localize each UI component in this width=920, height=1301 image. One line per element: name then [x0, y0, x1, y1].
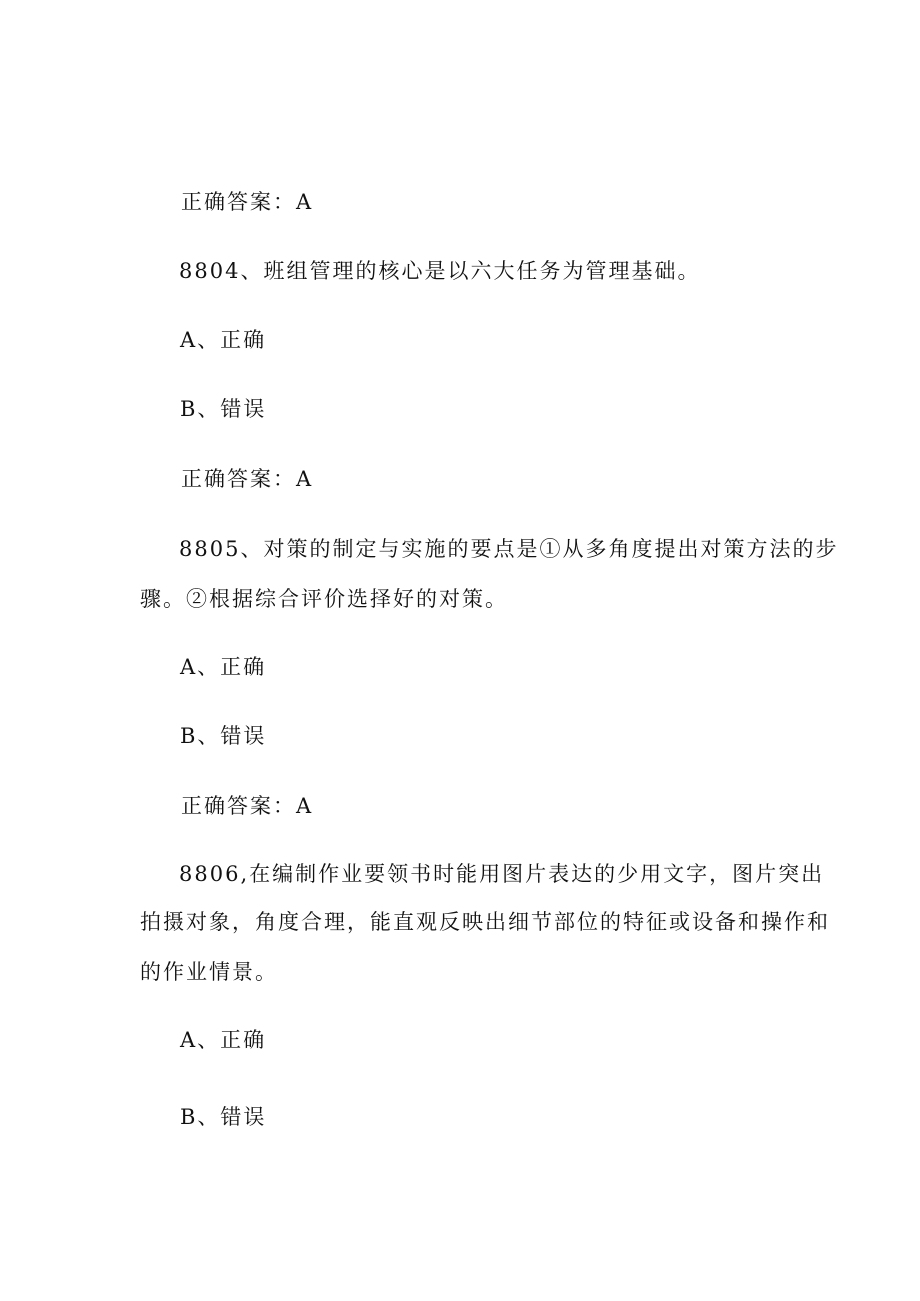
answer-line: 正确答案：A	[181, 467, 314, 491]
answer-line: 正确答案：A	[181, 190, 314, 214]
question-text: 8804、班组管理的核心是以六大任务为管理基础。	[179, 259, 701, 283]
question-text: 8806,在编制作业要领书时能用图片表达的少用文字，图片突出	[179, 862, 825, 886]
option-b: B、错误	[180, 724, 267, 748]
question-text-continued: 骤。②根据综合评价选择好的对策。	[140, 587, 508, 611]
question-text-continued: 拍摄对象，角度合理，能直观反映出细节部位的特征或设备和操作和	[140, 910, 830, 934]
question-text-continued: 的作业情景。	[140, 960, 278, 984]
option-a: A、正确	[180, 655, 267, 679]
option-b: B、错误	[180, 397, 267, 421]
option-b: B、错误	[180, 1105, 267, 1129]
question-text: 8805、对策的制定与实施的要点是①从多角度提出对策方法的步	[179, 537, 839, 561]
answer-line: 正确答案：A	[181, 794, 314, 818]
option-a: A、正确	[180, 328, 267, 352]
option-a: A、正确	[180, 1028, 267, 1052]
